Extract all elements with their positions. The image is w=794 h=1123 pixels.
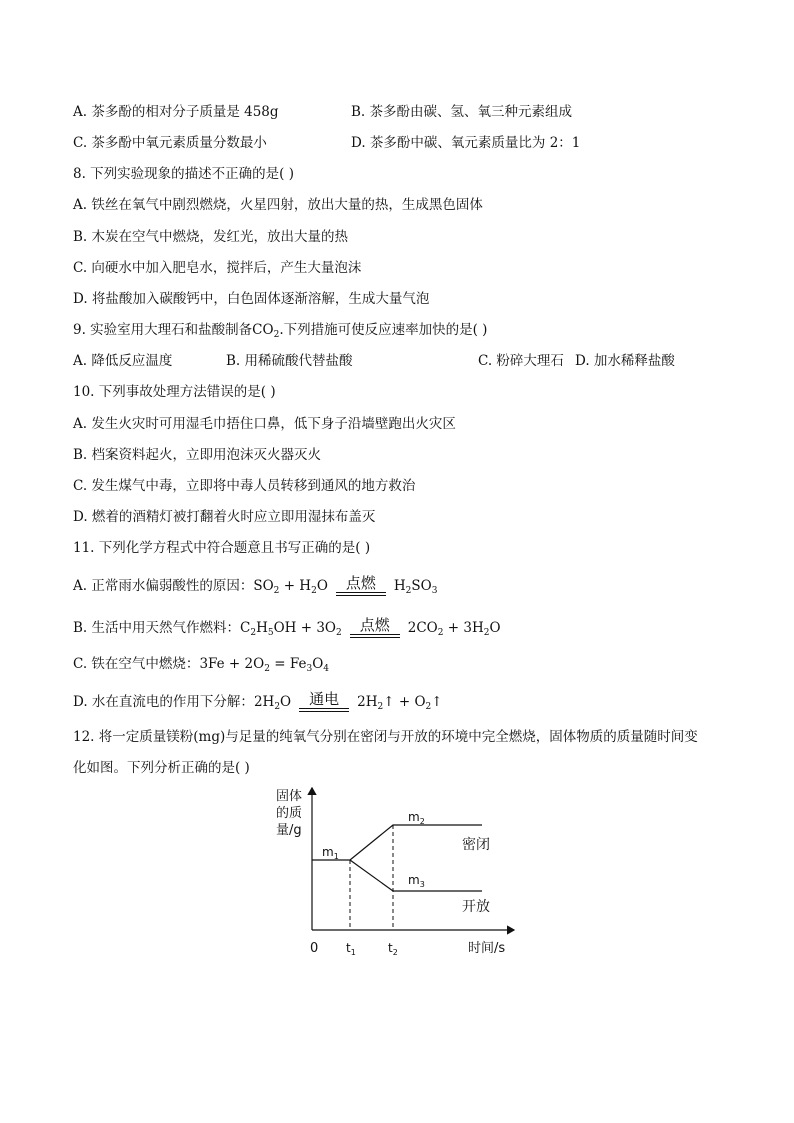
q9-stem-pre: 9. 实验室用大理石和盐酸制备CO bbox=[73, 322, 274, 338]
q9-option-d: D. 加水稀释盐酸 bbox=[575, 353, 675, 369]
q11-option-a-text: A. 正常雨水偏弱酸性的原因： bbox=[73, 578, 254, 594]
q11-option-c: C. 铁在空气中燃烧：$3Fe + 2O_2 = Fe_3O_4$ bbox=[73, 656, 329, 674]
equation-condition bbox=[350, 617, 400, 638]
marker-m2: $m_2$ bbox=[408, 810, 425, 826]
q9-option-c: C. 粉碎大理石 bbox=[478, 353, 564, 369]
q9-stem-post: .下列措施可使反应速率加快的是( ) bbox=[279, 322, 488, 338]
q12-stem-line2: 化如图。下列分析正确的是( ) bbox=[73, 760, 250, 776]
q11-option-a: A. 正常雨水偏弱酸性的原因：$SO_2 + H_2O$ 点燃 $H_2SO_3$ bbox=[73, 574, 438, 596]
condition-electric: 通电 bbox=[309, 690, 340, 708]
q8-stem: 8. 下列实验现象的描述不正确的是( ) bbox=[73, 166, 294, 182]
origin-label: 0 bbox=[310, 941, 319, 956]
q8-option-a: A. 铁丝在氧气中剧烈燃烧，火星四射，放出大量的热，生成黑色固体 bbox=[73, 197, 483, 213]
q11-option-b-text: B. 生活中用天然气作燃料： bbox=[73, 620, 241, 636]
q8-option-d: D. 将盐酸加入碳酸钙中，白色固体逐渐溶解，生成大量气泡 bbox=[73, 291, 430, 307]
series-open-label: 开放 bbox=[462, 899, 490, 915]
equation-condition bbox=[336, 575, 386, 596]
q12-stem-line1: 12. 将一定质量镁粉(mg)与足量的纯氧气分别在密闭与开放的环境中完全燃烧，固体物质的质量随时间变 bbox=[73, 729, 698, 745]
series-sealed-label: 密闭 bbox=[462, 837, 490, 853]
q10-stem: 10. 下列事故处理方法错误的是( ) bbox=[73, 384, 276, 400]
tick-t2: $t_2$ bbox=[388, 941, 398, 957]
q8-option-b: B. 木炭在空气中燃烧，发红光，放出大量的热 bbox=[73, 229, 349, 245]
x-axis-label: 时间/s bbox=[468, 941, 506, 956]
q10-option-c: C. 发生煤气中毒，立即将中毒人员转移到通风的地方救治 bbox=[73, 478, 416, 494]
q9-stem bbox=[73, 320, 487, 340]
q11-option-b: B. 生活中用天然气作燃料：$C_2H_5OH + 3O_2$ 点燃 $2CO_2 + 3H_2O$ bbox=[73, 616, 501, 638]
q10-option-b: B. 档案资料起火，立即用泡沫灭火器灭火 bbox=[73, 447, 322, 463]
q11-option-c-text: C. 铁在空气中燃烧： bbox=[73, 656, 200, 672]
marker-m3: $m_3$ bbox=[408, 873, 425, 889]
condition-ignite: 点燃 bbox=[359, 616, 390, 634]
equation-condition bbox=[299, 691, 349, 712]
q9-stem-sub: 2 bbox=[273, 330, 280, 340]
q9-option-b: B. 用稀硫酸代替盐酸 bbox=[226, 353, 353, 369]
mass-time-chart bbox=[260, 780, 540, 965]
q11-option-d-text: D. 水在直流电的作用下分解： bbox=[73, 694, 254, 710]
marker-m1: $m_1$ bbox=[322, 845, 339, 861]
condition-ignite: 点燃 bbox=[345, 574, 376, 592]
q9-option-a: A. 降低反应温度 bbox=[73, 353, 173, 369]
y-axis-label: 固体的质量/g bbox=[276, 789, 303, 838]
q8-option-c: C. 向硬水中加入肥皂水，搅拌后，产生大量泡沫 bbox=[73, 260, 362, 276]
q11-stem: 11. 下列化学方程式中符合题意且书写正确的是( ) bbox=[73, 540, 371, 556]
tick-t1: $t_1$ bbox=[346, 941, 356, 957]
q10-option-d: D. 燃着的酒精灯被打翻着火时应立即用湿抹布盖灭 bbox=[73, 509, 376, 525]
q7-option-d: D. 茶多酚中碳、氧元素质量比为 2：1 bbox=[351, 135, 581, 151]
q7-option-c: C. 茶多酚中氧元素质量分数最小 bbox=[73, 135, 267, 151]
q10-option-a: A. 发生火灾时可用湿毛巾捂住口鼻，低下身子沿墙壁跑出火灾区 bbox=[73, 416, 456, 432]
q7-option-b: B. 茶多酚由碳、氢、氧三种元素组成 bbox=[351, 104, 573, 120]
q11-option-d: D. 水在直流电的作用下分解：$2H_2O$ 通电 $2H_2↑$ + $O_2↑$ bbox=[73, 690, 443, 712]
q7-option-a: A. 茶多酚的相对分子质量是 458g bbox=[73, 104, 279, 120]
